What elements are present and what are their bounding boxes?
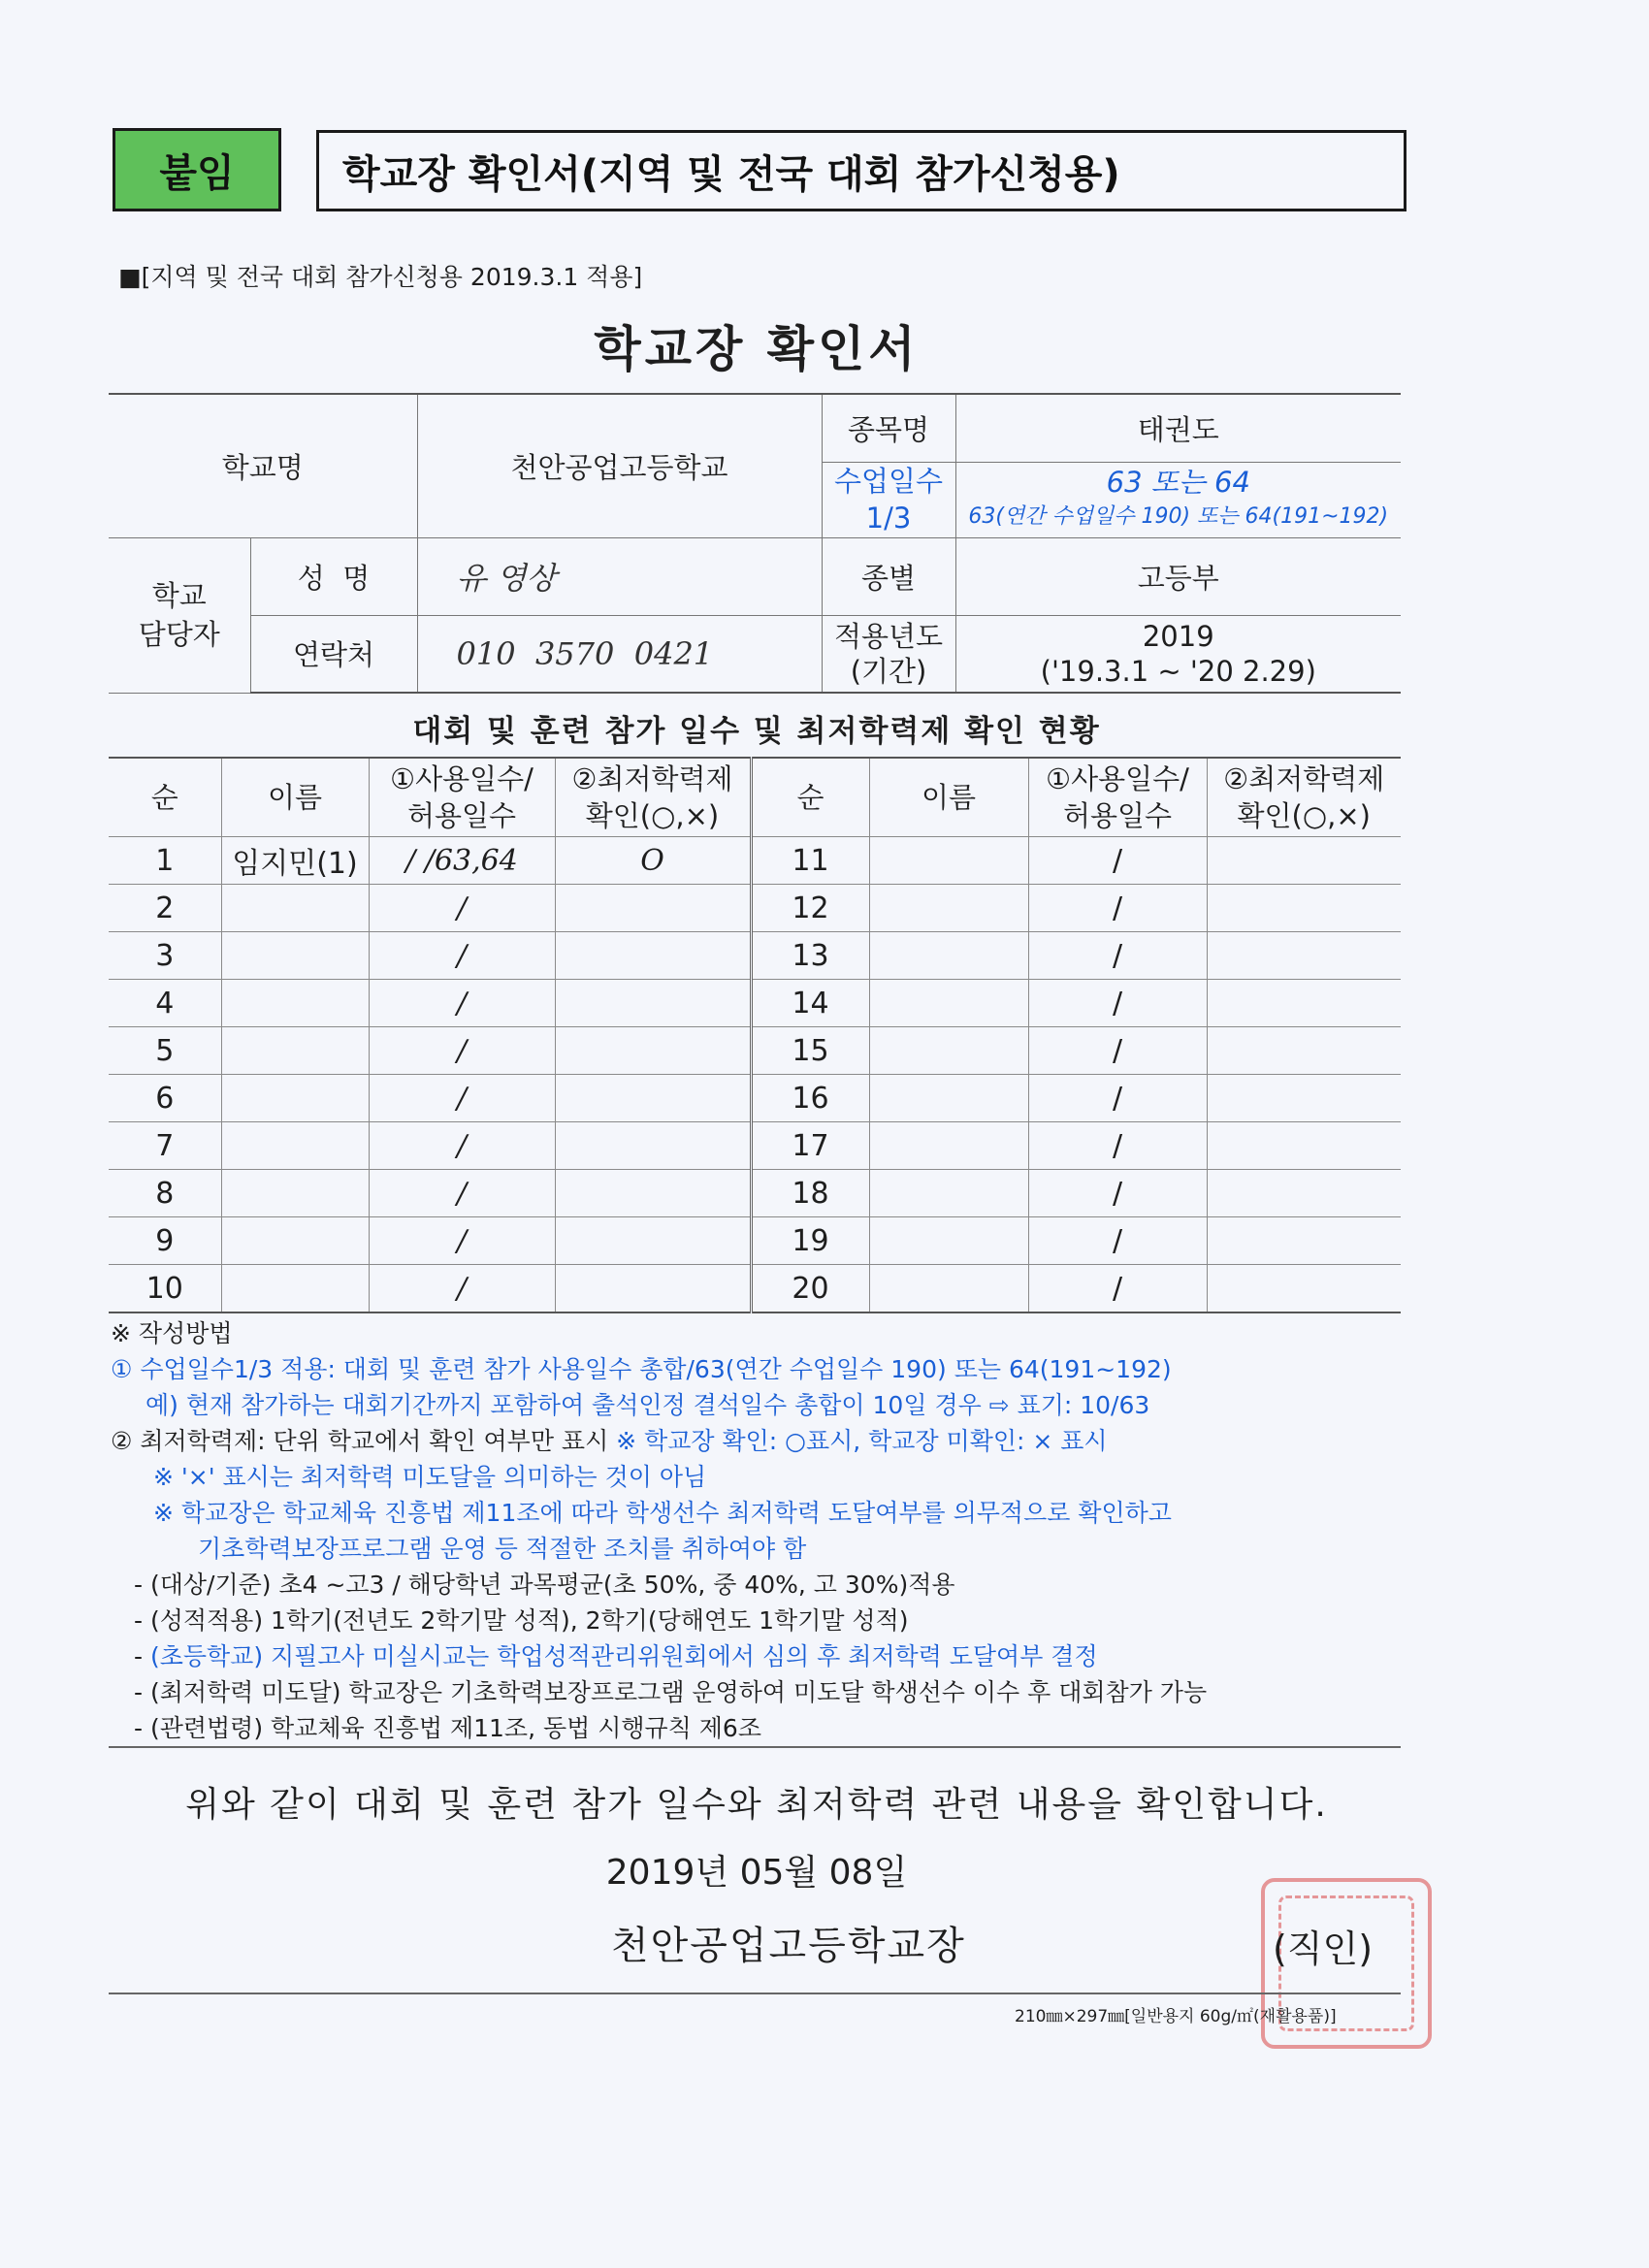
detail-1: - (대상/기준) 초4 ~고3 / 해당학년 과목평균(초 50%, 중 40%, 고 30%)적용 (134, 1571, 955, 1599)
header-days-right (1028, 758, 1207, 837)
row-name: 임지민(1) (221, 837, 369, 885)
row-check-right (1207, 885, 1401, 932)
manager-label (109, 537, 250, 693)
note-2 (111, 1423, 1410, 1459)
row-check-right (1207, 1170, 1401, 1217)
issue-date: 2019년 05월 08일 (605, 1853, 908, 1893)
row-name (221, 1075, 369, 1122)
row-name-right (869, 1122, 1028, 1170)
row-name-right (869, 1170, 1028, 1217)
row-no-right: 17 (751, 1122, 869, 1170)
class-days-value-line2: 63(연간 수업일수 190) 또는 64(191~192) (968, 504, 1389, 529)
table-row (109, 885, 1401, 932)
header-days (369, 758, 555, 837)
row-no: 8 (109, 1170, 221, 1217)
row-check (555, 980, 751, 1027)
applicability-note: ■[지역 및 전국 대회 참가신청용 2019.3.1 적용] (118, 263, 643, 291)
row-name-right (869, 1075, 1028, 1122)
row-check-right (1207, 1217, 1401, 1265)
note-3: ※ '×' 표시는 최저학력 미도달을 의미하는 것이 아님 (153, 1463, 707, 1491)
note-4b: 기초학력보장프로그램 운영 등 적절한 조치를 취하여야 함 (198, 1535, 807, 1563)
school-name-label: 학교명 (109, 394, 417, 537)
row-name (221, 1265, 369, 1313)
category-label: 종별 (822, 537, 955, 615)
header-days-line2: 허용일수 (406, 799, 517, 832)
header-check (555, 758, 751, 837)
row-name-right (869, 1027, 1028, 1075)
row-days: / (369, 932, 555, 980)
row-check: O (555, 837, 751, 885)
row-check (555, 1075, 751, 1122)
class-days-label (822, 462, 955, 537)
category-value: 고등부 (955, 537, 1401, 615)
row-check-right (1207, 932, 1401, 980)
row-name (221, 932, 369, 980)
row-days-right: / (1028, 1170, 1207, 1217)
row-days-right: / (1028, 837, 1207, 885)
year-label (822, 615, 955, 693)
row-name-right (869, 885, 1028, 932)
row-days: / (369, 885, 555, 932)
row-name (221, 1027, 369, 1075)
header-days-right-line2: 허용일수 (1062, 799, 1173, 832)
row-days: / (369, 1122, 555, 1170)
row-check (555, 1265, 751, 1313)
header-days-line1: ①사용일수/ (390, 762, 534, 795)
header-check-right-line1: ②최저학력제 (1223, 762, 1385, 795)
row-name (221, 885, 369, 932)
table-row (109, 1170, 1401, 1217)
table-row (109, 980, 1401, 1027)
event-value: 태권도 (955, 394, 1401, 462)
row-days: / (369, 1265, 555, 1313)
year-value-line2: ('19.3.1 ~ '20 2.29) (1040, 654, 1316, 688)
year-label-line1: 적용년도 (833, 619, 944, 653)
divider-bottom (109, 1993, 1401, 1994)
contact-label: 연락처 (250, 615, 417, 693)
attachment-label: 붙임 (113, 128, 281, 211)
row-check (555, 885, 751, 932)
section-title: 대회 및 훈련 참가 일수 및 최저학력제 확인 현황 (412, 714, 1101, 749)
header-check-right (1207, 758, 1401, 837)
note-2-prefix: ② 최저학력제: 단위 학교에서 확인 여부만 표시 (111, 1427, 617, 1455)
row-check (555, 1170, 751, 1217)
row-check (555, 1217, 751, 1265)
row-no: 6 (109, 1075, 221, 1122)
page-title: 학교장 확인서 (594, 321, 920, 377)
table-row (109, 1217, 1401, 1265)
row-check-right (1207, 1075, 1401, 1122)
row-no: 5 (109, 1027, 221, 1075)
row-no: 3 (109, 932, 221, 980)
header-check-right-line2: 확인(○,×) (1237, 799, 1371, 832)
row-days-right: / (1028, 885, 1207, 932)
class-days-value (955, 462, 1401, 537)
row-check (555, 932, 751, 980)
row-no-right: 11 (751, 837, 869, 885)
confirmation-text: 위와 같이 대회 및 훈련 참가 일수와 최저학력 관련 내용을 확인합니다. (185, 1785, 1328, 1825)
row-days-right: / (1028, 1027, 1207, 1075)
table-row (109, 837, 1401, 885)
year-label-line2: (기간) (850, 654, 927, 688)
header-check-line1: ②최저학력제 (571, 762, 733, 795)
row-no: 10 (109, 1265, 221, 1313)
row-name (221, 1217, 369, 1265)
detail-3-blue: (초등학교) 지필고사 미실시교는 학업성적관리위원회에서 심의 후 최저학력 도달여부 결정 (149, 1642, 1098, 1670)
row-check-right (1207, 1027, 1401, 1075)
row-days-right: / (1028, 932, 1207, 980)
row-name-right (869, 837, 1028, 885)
row-no-right: 19 (751, 1217, 869, 1265)
table-row (109, 1122, 1401, 1170)
row-name-right (869, 932, 1028, 980)
table-header-row (109, 758, 1401, 837)
table-row (109, 1027, 1401, 1075)
row-name (221, 980, 369, 1027)
row-days: / (369, 1075, 555, 1122)
divider-top (109, 1746, 1401, 1748)
row-days: / (369, 1027, 555, 1075)
row-days: / (369, 980, 555, 1027)
header-days-right-line1: ①사용일수/ (1046, 762, 1189, 795)
detail-3 (111, 1638, 1410, 1674)
row-check-right (1207, 1122, 1401, 1170)
row-no-right: 15 (751, 1027, 869, 1075)
row-days: / (369, 1170, 555, 1217)
row-no-right: 16 (751, 1075, 869, 1122)
event-label: 종목명 (822, 394, 955, 462)
row-name-right (869, 980, 1028, 1027)
seal-label: (직인) (1273, 1928, 1374, 1970)
table-row (109, 1265, 1401, 1313)
row-no-right: 13 (751, 932, 869, 980)
detail-5: - (관련법령) 학교체육 진흥법 제11조, 동법 시행규칙 제6조 (134, 1714, 761, 1742)
row-days-right: / (1028, 1122, 1207, 1170)
instructions (111, 1315, 1410, 1746)
class-days-value-line1: 63 또는 64 (1106, 466, 1250, 499)
school-name-value: 천안공업고등학교 (417, 394, 822, 537)
name-label: 성 명 (250, 537, 417, 615)
school-info-table (109, 393, 1401, 694)
row-name-right (869, 1265, 1028, 1313)
manager-label-line2: 담당자 (138, 618, 220, 651)
row-days-right: / (1028, 1075, 1207, 1122)
row-no-right: 20 (751, 1265, 869, 1313)
row-no-right: 14 (751, 980, 869, 1027)
header-no-right: 순 (751, 758, 869, 837)
row-days-right: / (1028, 1217, 1207, 1265)
row-no: 7 (109, 1122, 221, 1170)
row-no: 1 (109, 837, 221, 885)
manager-name-signature: 유 영상 (417, 537, 822, 615)
row-no-right: 18 (751, 1170, 869, 1217)
paper-spec-footer: 210㎜×297㎜[일반용지 60g/㎡(재활용품)] (1015, 2007, 1337, 2026)
table-row (109, 1075, 1401, 1122)
row-check (555, 1122, 751, 1170)
row-check-right (1207, 980, 1401, 1027)
table-row (109, 932, 1401, 980)
row-no: 4 (109, 980, 221, 1027)
header-no: 순 (109, 758, 221, 837)
row-days-right: / (1028, 1265, 1207, 1313)
row-check (555, 1027, 751, 1075)
header-check-line2: 확인(○,×) (585, 799, 720, 832)
header-name-right: 이름 (869, 758, 1028, 837)
note-4a: ※ 학교장은 학교체육 진흥법 제11조에 따라 학생선수 최저학력 도달여부를 의무적으로 확인하고 (153, 1499, 1172, 1527)
class-days-label-line1: 수업일수 (833, 465, 944, 498)
manager-label-line1: 학교 (151, 579, 207, 612)
row-days: / /63,64 (369, 837, 555, 885)
row-no: 2 (109, 885, 221, 932)
row-check-right (1207, 837, 1401, 885)
row-name (221, 1122, 369, 1170)
row-days: / (369, 1217, 555, 1265)
year-value (955, 615, 1401, 693)
note-2-blue: ※ 학교장 확인: ○표시, 학교장 미확인: × 표시 (616, 1427, 1108, 1455)
row-check-right (1207, 1265, 1401, 1313)
row-name-right (869, 1217, 1028, 1265)
contact-value: 010 3570 0421 (417, 615, 822, 693)
header-title: 학교장 확인서(지역 및 전국 대회 참가신청용) (316, 130, 1406, 211)
principal-name: 천안공업고등학교장 (611, 1924, 966, 1968)
header-name: 이름 (221, 758, 369, 837)
note-1b: 예) 현재 참가하는 대회기간까지 포함하여 출석인정 결석일수 총합이 10일 경우 ⇨ 표기: 10/63 (146, 1391, 1150, 1419)
detail-3-prefix: - (134, 1642, 150, 1670)
row-name (221, 1170, 369, 1217)
detail-4: - (최저학력 미도달) 학교장은 기초학력보장프로그램 운영하여 미도달 학생선수 이수 후 대회참가 가능 (134, 1678, 1208, 1706)
participation-table (109, 757, 1401, 1313)
year-value-line1: 2019 (1142, 619, 1214, 653)
note-1a: ① 수업일수1/3 적용: 대회 및 훈련 참가 사용일수 총합/63(연간 수업일수 190) 또는 64(191~192) (111, 1355, 1172, 1383)
row-no-right: 12 (751, 885, 869, 932)
row-days-right: / (1028, 980, 1207, 1027)
detail-2: - (성적적용) 1학기(전년도 2학기말 성적), 2학기(당해연도 1학기말 성적) (134, 1606, 909, 1635)
class-days-label-line2: 1/3 (865, 502, 912, 535)
row-no: 9 (109, 1217, 221, 1265)
notes-heading: ※ 작성방법 (111, 1319, 233, 1347)
